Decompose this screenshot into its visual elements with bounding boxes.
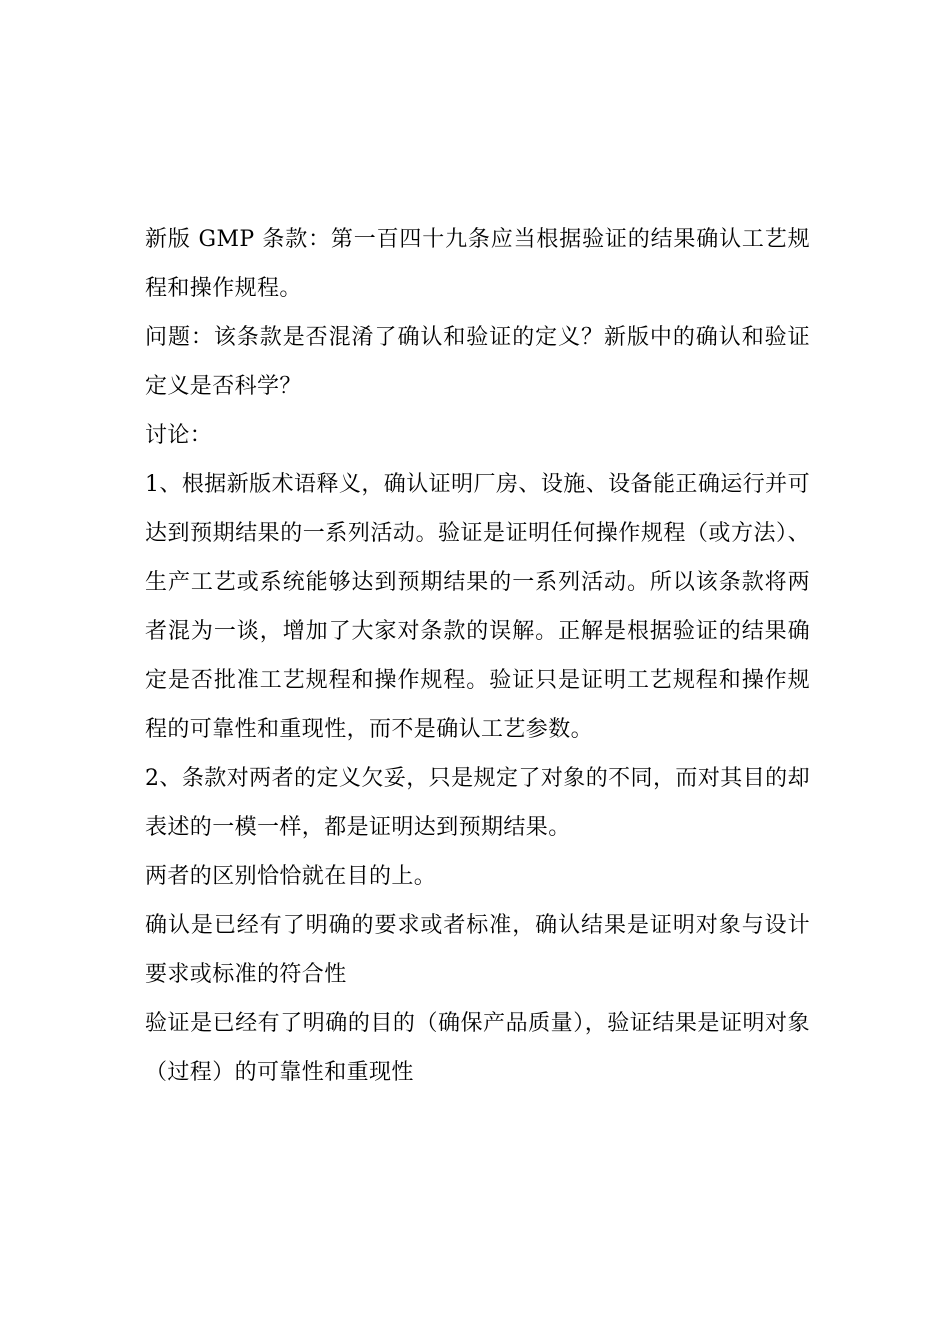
question-paragraph: 问题：该条款是否混淆了确认和验证的定义？新版中的确认和验证定义是否科学？ <box>145 325 810 399</box>
gmp-clause-paragraph: 新版 GMP 条款：第一百四十九条应当根据验证的结果确认工艺规程和操作规程。 <box>145 227 810 301</box>
discussion-heading: 讨论： <box>145 423 213 448</box>
discussion-point-2: 2、条款对两者的定义欠妥，只是规定了对象的不同，而对其目的却表述的一模一样，都是证明达到预期结果。 <box>145 766 810 840</box>
difference-paragraph: 两者的区别恰恰就在目的上。 <box>145 864 437 889</box>
qualification-paragraph: 确认是已经有了明确的要求或者标准，确认结果是证明对象与设计要求或标准的符合性 <box>145 913 810 987</box>
discussion-point-1: 1、根据新版术语释义，确认证明厂房、设施、设备能正确运行并可达到预期结果的一系列活动。验证是证明任何操作规程（或方法）、生产工艺或系统能够达到预期结果的一系列活动。所以该条款将两者混为一谈，增加了大家对条款的误解。正解是根据验证的结果确定是否批准工艺规程和操作规程。验证只是证明工艺规程和操作规程的可靠性和重现性，而不是确认工艺参数。 <box>145 472 810 742</box>
document-body <box>145 215 810 1097</box>
validation-paragraph: 验证是已经有了明确的目的（确保产品质量），验证结果是证明对象（过程）的可靠性和重现性 <box>145 1011 810 1085</box>
